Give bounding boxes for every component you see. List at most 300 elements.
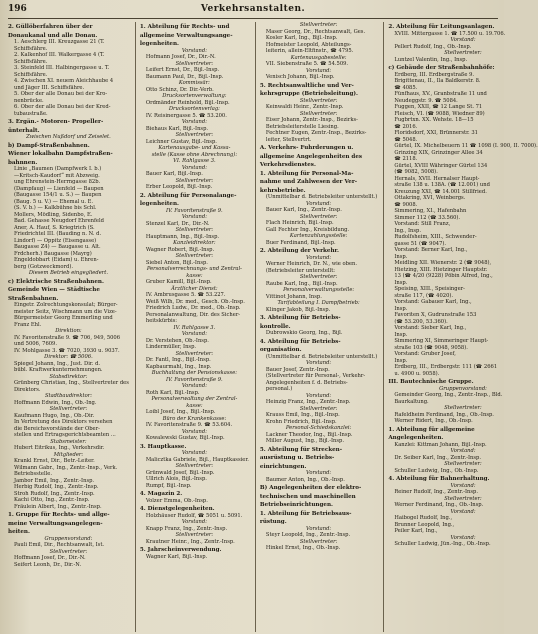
directory-entry: straße 138 u. 138A. (☎ 12.001) und — [394, 182, 490, 188]
section-heading: legenheiten. — [139, 201, 180, 207]
directory-entry: Weiß Wilh, Dr. med., Gesch. Ob.-Insp. — [145, 298, 245, 305]
directory-entry: Gruppenvorstand: — [439, 385, 487, 392]
directory-entry: Vittinot Johann, Insp. — [265, 293, 322, 300]
directory-entry: Stellvertreter: — [175, 132, 214, 138]
directory-entry: (Dampfaug) — Lienfeld — Baupen — [14, 185, 104, 192]
directory-entry: 6. Ober der alle Donau bei der Kred- — [14, 104, 111, 110]
section-heading: 1. Abteilung für Rechts- und — [139, 24, 230, 30]
section-heading: kontrolle. — [259, 323, 291, 330]
directory-entry: Insp. — [394, 279, 408, 286]
page-header — [8, 4, 498, 19]
directory-entry: IV. Ambrusgasse 5. ☎ 53.227. — [145, 292, 226, 298]
directory-entry: Krautner Heinr., Ing., Zentr.-Insp. — [145, 538, 235, 545]
section-heading: c) Gebäude der Straßenbahnhöfe: — [388, 65, 495, 71]
directory-entry: Grünwald Josef, Bijl.-Insp. — [145, 469, 215, 476]
directory-entry: Gall Fechter Ing., Kreisbildung. — [265, 226, 350, 233]
directory-entry: Personalanwaltung, Dir. des Sicher- — [145, 311, 241, 318]
directory-entry: Bauer Karl, Ing., Zentr.-Insp. — [265, 207, 342, 213]
directory-entry: Kommissär: — [178, 80, 210, 86]
column-2 — [135, 22, 249, 632]
directory-entry: Miller August, Ing., Bijl.-Insp. — [265, 438, 345, 444]
directory-entry: Maser Georg, Dr., Rechtsanwalt, Ges. — [265, 28, 366, 35]
directory-entry: Aner, A. Hauf, S. Kriegtrich (S. — [14, 224, 95, 231]
directory-entry: (S. V. b.) — Kalkbühne bis Schl. — [14, 205, 97, 211]
directory-entry: Vorstand: — [181, 214, 207, 220]
column-3 — [255, 22, 377, 632]
directory-entry: Baumer Anton, Ing., Ob.-Insp. — [265, 476, 345, 483]
directory-entry: Rumpf, Bijl.-Insp. — [145, 482, 192, 489]
directory-entry: Spiegel Johann, Ing., Just. Dir. d. — [14, 360, 101, 367]
section-heading: 1. Gruppe für Rechts- und allge- — [8, 512, 110, 518]
directory-entry: (Betriebsleiter unterstellt: — [265, 267, 336, 274]
directory-entry: Vorstand: — [181, 450, 207, 456]
section-heading: 4. Dienstgelegenheiten. — [139, 506, 215, 512]
directory-entry: Grünberg Christian, Ing., Stellvertreter des — [14, 380, 129, 386]
section-heading: Betriebseinrichtungen. — [259, 502, 333, 508]
directory-entry: Herbig Rudolf, Ing., Zentr.-Insp. — [14, 484, 99, 490]
directory-entry: Vorstand: — [306, 392, 332, 399]
directory-entry: IV. Favoritenstraße 9. ☎ 706, 949, 5006 — [14, 334, 121, 341]
section-heading: 1. Abteilung für allgemeine — [388, 426, 475, 433]
page-number: 196 — [8, 4, 27, 14]
directory-entry: Stellvertreter: — [444, 495, 482, 502]
directory-entry: Lackner Theodor, Ing., Bijl.-Insp. — [265, 431, 353, 438]
directory-entry: Mollers, Mödling, Sidenbo, E. — [14, 211, 93, 218]
directory-entry: Schiffsfähre. — [14, 71, 48, 78]
directory-entry: ☎ 2118. — [394, 156, 418, 162]
directory-entry: (Baug. 5 u. V.) — Ehemal u. E. — [14, 198, 94, 205]
directory-entry: Vorstand: — [450, 37, 476, 43]
directory-entry: Lindermüller, Insp. — [145, 344, 197, 350]
directory-entry: Venisch Johann, Bijl.-Insp. — [265, 74, 335, 80]
directory-entry: Loibl Josef, Ing., Bijl.-Insp. — [145, 409, 216, 415]
section-heading: legenheiten. — [139, 41, 180, 47]
directory-entry: Tarifabteilung I. Dampfbetrieb: — [277, 300, 360, 306]
directory-entry: ☎ 9008. — [394, 201, 418, 208]
directory-entry: Stellvertreter: — [444, 461, 482, 467]
directory-entry: Angelegenheiten f. d. Betriebs- — [265, 379, 348, 386]
directory-entry: Roth Karl, Bijl.-Insp. — [145, 389, 200, 396]
directory-entry: Hietzing, XIII. Hietzinger Hauptstr. — [394, 266, 488, 273]
directory-entry: Hofmann Josef, Dr., Dir.-N. — [145, 54, 216, 60]
directory-entry: kasse: — [186, 272, 203, 279]
section-heading: technischen und maschinellen — [259, 493, 356, 500]
section-heading: 4. Abteilung für Bahnerhaltung. — [388, 476, 490, 482]
directory-entry: Eiser Johann, Zentr.-Insp., Bezirks- — [265, 117, 358, 123]
directory-entry: Stellvertreter: — [299, 274, 338, 280]
directory-entry: Krohn Friedrich, Bijl.-Insp. — [265, 418, 337, 425]
directory-entry: Insp. — [394, 331, 408, 338]
directory-entry: Fuggen, XXII, ☎ 12 Lange St. 71 — [394, 104, 483, 110]
section-heading: c) Elektrische Straßenbahnen. — [8, 278, 104, 285]
directory-entry: Stellvertreter: — [299, 97, 338, 104]
directory-entry: Stellvertreter: — [299, 405, 338, 412]
directory-entry: Engeldobbart (Eidam) u. Ehren- — [14, 257, 99, 263]
section-heading: 2. Güllöberfahren über der — [8, 24, 93, 30]
directory-entry: Flach Heinrich, Bijl.-Insp. — [265, 220, 334, 226]
directory-entry: Stellvertreter: — [175, 253, 214, 259]
directory-entry: Schiffsfähre. — [14, 58, 48, 65]
directory-entry: Kaufmann Hugo, Ing., Ob.-Dir. — [14, 412, 95, 419]
directory-entry: Vorstand: — [450, 508, 476, 515]
directory-entry: Brunner Leopold, Ing., — [394, 521, 455, 528]
directory-entry: Kapbaurmahl, Ing., Insp. — [145, 363, 212, 370]
directory-entry: Malicztka Gabriele, Bijl., Hauptkassier. — [145, 456, 249, 463]
directory-entry: gasse 51 (☎ 9047). — [394, 240, 447, 247]
section-heading: b) Dampf-Straßenbahnen. — [8, 142, 90, 149]
directory-entry: Neudeggstr. 9. ☎ 5084. — [394, 97, 458, 104]
directory-entry: Knapp Franz, Ing., Zentr.-Insp. — [145, 525, 228, 532]
directory-entry: Stroh Rudolf, Ing., Zentr.-Insp. — [14, 490, 95, 497]
directory-entry: Vorstand: — [181, 164, 207, 171]
directory-entry: Gürtel, XVIII Währinger Gürtel 134 — [394, 162, 488, 169]
directory-entry: heitskürbis: — [145, 318, 178, 324]
section-heading: Wiener lokalbahn Dampfstraßen- — [8, 151, 113, 157]
directory-entry: Haibogel Rudolf, Ing., — [394, 515, 453, 521]
section-heading: organisation. — [259, 347, 302, 353]
directory-entry: Vorstand: Gruber Josef, — [394, 351, 456, 357]
section-heading: B) Angelegenheiten der elektro- — [259, 485, 362, 491]
section-heading: ausrüstung u. Betriebs- — [259, 455, 335, 461]
directory-entry: Personal-Schiedskanzlei: — [285, 425, 352, 431]
directory-entry: Stellvertreter: — [49, 548, 88, 555]
directory-entry: Pauli Emil, Dir., Rechtsanwalt, Ist. — [14, 542, 105, 548]
directory-entry: Direktors. — [14, 386, 41, 393]
directory-entry: Fugbrtxn. XX. Wehste. 18—15 — [394, 117, 474, 123]
section-heading: allgemeine Angelegenheiten des — [259, 153, 363, 160]
directory-entry: Fleisch, VI. (☎ 9088, Wiedner 89) — [394, 110, 485, 117]
directory-entry: Stellvertreter: — [299, 538, 338, 545]
section-heading: III. Bautechnische Gruppe. — [388, 379, 474, 385]
directory-entry: Mitglieder: — [53, 451, 84, 458]
section-heading: Verkehrsdienstes. — [259, 162, 316, 168]
directory-entry: Gemeinder Georg, Ing., Zentr.-Insp., Bld. — [394, 392, 503, 398]
directory-entry: Vorstand: Gabauer Karl, Ing., — [394, 299, 472, 305]
directory-entry: Fechtner Eugen, Zentr.-Insp., Bezirks- — [265, 130, 367, 136]
directory-entry: stellen und Ertragsgerichtsbeamten ... — [14, 432, 116, 438]
directory-entry: (Stellvertreter für Personal-, Verkehr- — [265, 373, 366, 379]
directory-entry: Hernals, XVII. Hernalser Haupt- — [394, 175, 480, 182]
directory-entry: Diesem Betrieb eingegliedert. — [28, 270, 108, 276]
directory-entry: Schuller Ludwig, Ing., Ob.-Insp. — [394, 467, 479, 474]
directory-entry: Friedrich Ludw., Dr. med., Ob.-Insp. — [145, 305, 241, 311]
directory-entry: Simmer 112 (☎ 33.560). — [394, 214, 461, 221]
directory-entry: Kreuzung XXI, ☎ 14.001 Stillfried. — [394, 188, 487, 195]
directory-entry: Vorstand: — [306, 67, 332, 74]
directory-entry: Kanzleidirektor: — [173, 240, 216, 246]
section-heading: 4. Abteilung für Betriebs- — [259, 338, 341, 345]
directory-entry: Brigittenau, II., Ila Baldkerstr. 8. — [394, 78, 481, 84]
directory-entry: Zwischen Nußdorf und Zeiselet. — [26, 134, 111, 140]
section-heading: A. Verkehrs- Fuhrderungen u. — [259, 145, 354, 151]
directory-entry: Leifert Ernst, Dr., Bijl.-Insp. — [145, 67, 220, 73]
directory-entry: (Unmittelbar d. Betriebsleiter unterstellt.) — [265, 353, 378, 360]
directory-entry: Erdberg, III., Erdbergstr. 111 (☎ 2661 — [394, 364, 498, 370]
directory-entry: Werner Ridert, Ing., Ob.-Insp. — [394, 418, 473, 424]
directory-entry: (Unmittelbar d. Betriebsleiter unterstellt.) — [265, 194, 378, 200]
directory-entry: (☎ 53.200, 53.360). — [394, 318, 448, 325]
section-heading: 1. Abteilung für Personal-Ma- — [259, 170, 354, 177]
directory-entry: Drucksortenverlag: — [168, 106, 220, 112]
directory-entry: Rafeldheim Ferdinand, Ing., Ob.-Insp. — [394, 411, 494, 418]
directory-entry: Holzhäuser Rudolf, ☎ 5051 u. 5091. — [145, 512, 243, 519]
directory-entry: Stellvertreter: — [299, 110, 338, 117]
directory-entry: Direktion: — [55, 328, 82, 334]
directory-entry: Vorstand: — [306, 254, 332, 261]
directory-entry: Personalverwaltungsstelle: — [283, 287, 355, 293]
directory-entry: Vorstand: — [306, 200, 332, 207]
directory-entry: Vorstand: Sieber Karl, Ing., — [394, 325, 467, 331]
directory-entry: Grinzing XIX, Grinzinger Allee 34 — [394, 149, 483, 156]
directory-entry: Stellvertreter: — [175, 227, 214, 233]
directory-entry: Kartenzahlungsstelle: — [289, 233, 348, 239]
directory-entry: Friedrichtel III. (Bauding n. N. d. — [14, 231, 102, 237]
directory-entry: kasse: — [186, 402, 203, 409]
column-1 — [8, 22, 129, 632]
directory-entry: Leichner Gustav, Bijl.-Insp. — [145, 138, 217, 145]
directory-entry: —Kritsch-Kaudorf“ mit Abzweig. — [14, 172, 100, 179]
directory-entry: Stellvertreter: — [175, 177, 214, 184]
directory-entry: Vorstand: Still Franz, — [394, 221, 451, 227]
directory-entry: Stellvertreter: — [444, 405, 482, 411]
directory-entry: Vorstand: — [181, 119, 207, 125]
directory-entry: Kachi Otto, Ing., Zentr.-Insp. — [14, 497, 90, 503]
directory-entry: ☎ 2016. — [394, 123, 418, 130]
section-heading: allgemeine Verwaltungsange- — [139, 32, 233, 39]
directory-entry: Vorstand: — [450, 534, 476, 541]
directory-entry: Bauer Karl, Bijl.-Insp. — [145, 171, 203, 177]
directory-entry: Vorstand: — [306, 470, 332, 476]
directory-entry: Wagner Karl, Bijl.-Insp. — [145, 553, 208, 560]
running-title: Verkehrsanstalten. — [200, 4, 306, 14]
directory-entry: Kartenausgabe- und Kassa- — [158, 145, 231, 151]
directory-entry: Stenzel Karl, Dr., Dir.-N. — [145, 220, 210, 227]
directory-entry: Baurkaltung. — [394, 398, 429, 405]
directory-entry: IV. Favoritenstraße 9. ☎ 53.604. — [145, 422, 233, 428]
directory-entry: Vorstand: — [450, 482, 476, 489]
section-heading: kehrsgruppe (Betriebsleitung). — [259, 91, 358, 97]
directory-entry: Vorstand: — [181, 383, 207, 389]
directory-entry: Direktor: ☎ 5006. — [44, 354, 93, 360]
directory-entry: 3. Steinfeld III. Halbingergasse u. T. — [14, 65, 110, 71]
directory-entry: Stellvertreter: — [175, 60, 214, 67]
section-heading: kehrsbetriebe. — [259, 187, 306, 194]
directory-entry: Jambor Emil, Ing., Zentr.-Insp. — [14, 477, 95, 484]
section-heading: 4. Magazin 2. — [139, 491, 183, 497]
directory-entry: Ärztlicher Dienst: — [171, 285, 218, 292]
directory-entry: u. 4900 u. 9058). — [394, 370, 440, 377]
directory-entry: Kartenausgabestelle: — [290, 54, 347, 61]
directory-entry: Ordmänder Reinhold, Bijl.-Insp. — [145, 99, 230, 106]
directory-entry: Insp. — [394, 357, 408, 364]
directory-entry: Kowalewski Gustav, Bijl.-Insp. — [145, 435, 225, 441]
directory-entry: Erdberg, III. Erdbergstraße 9. — [394, 71, 475, 78]
directory-entry: Krankl Ernst, Dir., Betr.-Leiter. — [14, 458, 95, 464]
section-heading: Straßenbahnen. — [8, 295, 59, 302]
directory-entry: Hubert Eitrikus, Ing., Verkehrsdir. — [14, 445, 105, 451]
directory-entry: Baugasse Z4) — Baugasse u. Alt. — [14, 244, 101, 250]
directory-entry: IV. Favoritenstraße 9. — [166, 376, 223, 383]
directory-entry: 13 (☎ 4/20 (9228) Pöbin Alfred, Ing., — [394, 273, 493, 279]
directory-entry: Stellvertreter: — [444, 50, 482, 56]
directory-entry: Stellvertreter: — [299, 22, 338, 28]
section-heading: Gemeinde Wien — Städtische — [8, 287, 100, 293]
directory-entry: Buer Ferdinand, Bijl.-Insp. — [265, 239, 336, 246]
section-heading: 5. Jahrscheinverwendung. — [139, 547, 222, 553]
section-heading: 2. Abteilung für Leitungsanlagen. — [388, 24, 495, 30]
directory-entry: Personalverrechnungs- und Zentral- — [146, 266, 242, 272]
directory-entry: tubaustraße. — [14, 110, 48, 117]
section-heading: Angelegenheiten. — [388, 435, 444, 441]
directory-entry: Vorstand: — [181, 519, 207, 525]
directory-entry: Stellvertreter: — [299, 213, 338, 220]
directory-entry: die Bereichsvorstände der Ober- — [14, 425, 100, 432]
directory-entry: Bad. Gehasse Neugdorf Ehrenfeld — [14, 218, 104, 224]
directory-entry: und Jäger III. Schiffsfähre. — [14, 84, 85, 91]
directory-entry: Vorstand: — [181, 428, 207, 435]
directory-entry: IV. Mohlgasse 3. ☎ 7020, 3930 u. 9037. — [14, 347, 120, 354]
directory-entry: straße 117, (☎ 4020). — [394, 292, 454, 299]
directory-entry: stelle (Kasse ohne Abrechnung): — [151, 151, 238, 158]
directory-entry: Vorstand: — [306, 525, 332, 532]
directory-entry: Dr. Seiber Karl, Ing., Zentr.-Insp. — [394, 454, 481, 461]
directory-entry: XVIII. Mittergasse 1. ☎ 17.500 u. 19.706. — [394, 30, 506, 37]
directory-entry: Stellvertreter: — [175, 350, 214, 357]
directory-entry: Vorstand: — [306, 360, 332, 366]
directory-entry: Franz Ehl. — [14, 321, 42, 328]
section-heading: nahme und Zahlwesen der Ver- — [259, 179, 358, 185]
directory-entry: Schiffsfähre. — [14, 45, 48, 52]
directory-entry: ung Ehrenstein-Herrngasse 82b. — [14, 179, 101, 185]
directory-entry: 5. Ober der alle Donau bei der Kro- — [14, 91, 108, 97]
section-heading: einrichtungen. — [259, 463, 307, 470]
directory-entry: Rudolfsheim, XIII., Schwender- — [394, 234, 477, 240]
directory-entry: 1. Aeschlerg III. Kreuzgasse 21 (T. — [14, 39, 105, 45]
directory-entry: Erber Leopold, Bijl.-Insp. — [145, 184, 213, 190]
directory-entry: Stellvertreter: — [175, 532, 214, 538]
section-heading: 5. Abteilung für Strecken- — [259, 446, 343, 453]
directory-entry: Simmering XI, Simmeringer Haupt- — [394, 338, 489, 344]
directory-entry: Fräulein Albert, Ing., Zentr.-Insp. — [14, 503, 102, 510]
section-heading: meine Verwaltungsangelegen- — [8, 520, 103, 527]
directory-entry: Stadtbaudirektor: — [44, 393, 92, 399]
directory-entry: straße 103 (☎ 9048, 9058). — [394, 344, 468, 351]
directory-entry: Raube Karl, Ing., Bijl.-Insp. — [265, 280, 338, 287]
directory-entry: Buchhaltung der Pensionskasse: — [151, 370, 238, 376]
directory-entry: Dr. Verstehen, Ob.-Insp. — [145, 337, 209, 344]
directory-entry: Büro der Krankenkasse: — [162, 415, 227, 422]
directory-entry: Keinwaldi Heinr., Zentr.-Insp. — [265, 104, 344, 110]
directory-entry: VII. Siebenstraße 5. ☎ 54.509. — [265, 61, 349, 67]
section-heading: 1. Abteilung für Betriebsaus- — [259, 510, 352, 517]
section-heading: 5. Rechtsanwaltliche und Ver- — [259, 82, 354, 89]
directory-entry: Floridsdorf, XXI, Brünnerstr. 31 — [394, 130, 478, 136]
directory-entry: Bauer Josef, Zentr.-Insp. — [265, 366, 330, 373]
directory-entry: Dr. Fantl, Ing., Bijl.-Insp. — [145, 357, 211, 363]
directory-entry: Frdcherh.) Baugasse (Mayrg) — [14, 250, 92, 257]
directory-entry: Betriebsstelle. — [14, 471, 53, 477]
directory-entry: Reiner Rudolf, Ing., Zentr.-Insp. — [394, 489, 478, 495]
directory-entry: Krauss Emil, Ing., Bijl.-Insp. — [265, 412, 340, 418]
directory-entry: leiter, Stellvertrt. — [265, 136, 312, 143]
section-heading: 2. Abteilung der Verkehr. — [259, 248, 339, 254]
directory-entry: IV. Favoritenstraße 9. — [166, 207, 223, 214]
directory-entry: 4. Zwischen XI. neuem Aleichhaube 4 — [14, 78, 114, 84]
directory-entry: Pellert Rudolf, Ing., Ob.-Insp. — [394, 43, 472, 50]
directory-entry: (☎ 9082, 5008). — [394, 169, 438, 175]
section-heading: 3. Ergän.- Motoren- Propeller- — [8, 119, 104, 125]
directory-entry: Linie „Baumen (Dampfwerk I. b.) — [14, 166, 102, 172]
directory-entry: Stabsmeister: — [50, 438, 87, 445]
directory-entry: Werner Ferdinand, Ing., Ob.-Insp. — [394, 502, 484, 508]
directory-entry: Insp. — [394, 305, 408, 312]
directory-entry: Stabsdirektor: — [49, 373, 88, 380]
directory-entry: Ullrich Alois, Bijl.-Insp. — [145, 476, 207, 482]
directory-entry: Ing., Insp. — [394, 227, 422, 234]
section-heading: ünterhalt. — [8, 127, 40, 134]
directory-entry: Dubrowskio Georg, Ing., Bijl. — [265, 330, 343, 336]
directory-entry: Meidling XII. Wienerstr. 2 (☎ 9048), — [394, 260, 492, 266]
directory-entry: Gruppenvorstand: — [44, 535, 93, 542]
directory-entry: Luntzel Valentin, Ing., Insp. — [394, 56, 468, 63]
section-heading: 3. Abteilung für Betriebs- — [259, 315, 341, 321]
directory-entry: Klinger Jakob, Bijl.-Insp. — [265, 306, 331, 313]
directory-entry: VI. Rahlgasse 3. — [173, 158, 216, 164]
directory-entry: Stellvertreter: — [49, 406, 88, 412]
directory-entry: Peiler Karl, Ing., — [394, 528, 438, 534]
directory-entry: bübl. Kraftwerkunternehmungen. — [14, 367, 103, 373]
directory-entry: Gürtel, IX. Michelbeuern 11 ☎ 1098 (I. 900, II. 7000). — [394, 143, 538, 149]
section-heading: Donaukanal und alle Donau. — [8, 32, 98, 39]
directory-entry: und 5006, 7609. — [14, 341, 58, 347]
directory-entry: berg (Gotzweckmord). — [14, 263, 74, 270]
columns — [8, 22, 538, 632]
section-heading: rüstung. — [259, 519, 287, 525]
directory-entry: ☎ 4085. — [394, 84, 418, 91]
directory-entry: Vorstand: — [450, 448, 476, 454]
directory-entry: Vorstand: — [181, 331, 207, 337]
directory-entry: Otto Schinz, Dr. Dir.-Verb. — [145, 86, 214, 93]
directory-entry: Baumann Paul, Dr., Bijl.-Insp. — [145, 73, 224, 80]
directory-entry: In Vertretung des Direktors versehen — [14, 419, 113, 425]
directory-entry: Vorstand: — [181, 47, 207, 54]
directory-entry: Werner Heinrich, Dr. N., wie oben. — [265, 261, 358, 267]
directory-entry: (Baugasse 154/1 u. S.) — Baupen — [14, 192, 102, 198]
directory-entry: Vorstand: Berner Karl, Ing., — [394, 247, 468, 253]
directory-entry: meister Seitz, Wischmann um die Vize- — [14, 308, 117, 315]
directory-entry: Hoffmann Edwin, Ing., Ob.-Ing. — [14, 399, 97, 406]
directory-entry: Hofmeister Leopold, Abteilungs- — [265, 41, 352, 48]
directory-entry: Drucksortenverwaltung: — [162, 93, 227, 99]
directory-entry: Hoffmann Josef, Dr., Dir.-N. — [14, 555, 86, 561]
directory-entry: Biehaus Karl, Bijl.-Insp. — [145, 125, 209, 132]
directory-entry: Kanzlei: Kittman Johann, Bijl.-Insp. — [394, 441, 487, 448]
directory-entry: Lindorf) — Oppitz (Eisengasse) — [14, 237, 97, 244]
directory-entry: nenbrücke. — [14, 97, 44, 104]
directory-entry: Wilmann Gabr., Ing., Zentr.-Insp., Verk. — [14, 464, 118, 471]
column-4 — [383, 22, 537, 632]
section-heading: bahnnen. — [8, 159, 38, 166]
directory-entry: Gruber Kamill, Bijl.-Insp. — [145, 279, 212, 285]
directory-entry: Schuller Ludwig, Jün.-Ing., Ob.-Insp. — [394, 541, 491, 547]
directory-entry: Volzer Emma, Ob.-Insp. — [145, 497, 208, 504]
section-heading: heiten. — [8, 529, 30, 535]
directory-entry: Fünfhaus, XV., Granbstraße 11 und — [394, 91, 487, 97]
directory-entry: Personalverwaltung der Zentral- — [151, 396, 238, 402]
directory-entry: Simmering, XI., Hafenbahn — [394, 208, 467, 214]
directory-entry: Heinzig Franz, Ing., Zentr.-Insp. — [265, 399, 351, 405]
directory-entry: personal.) — [265, 386, 293, 392]
